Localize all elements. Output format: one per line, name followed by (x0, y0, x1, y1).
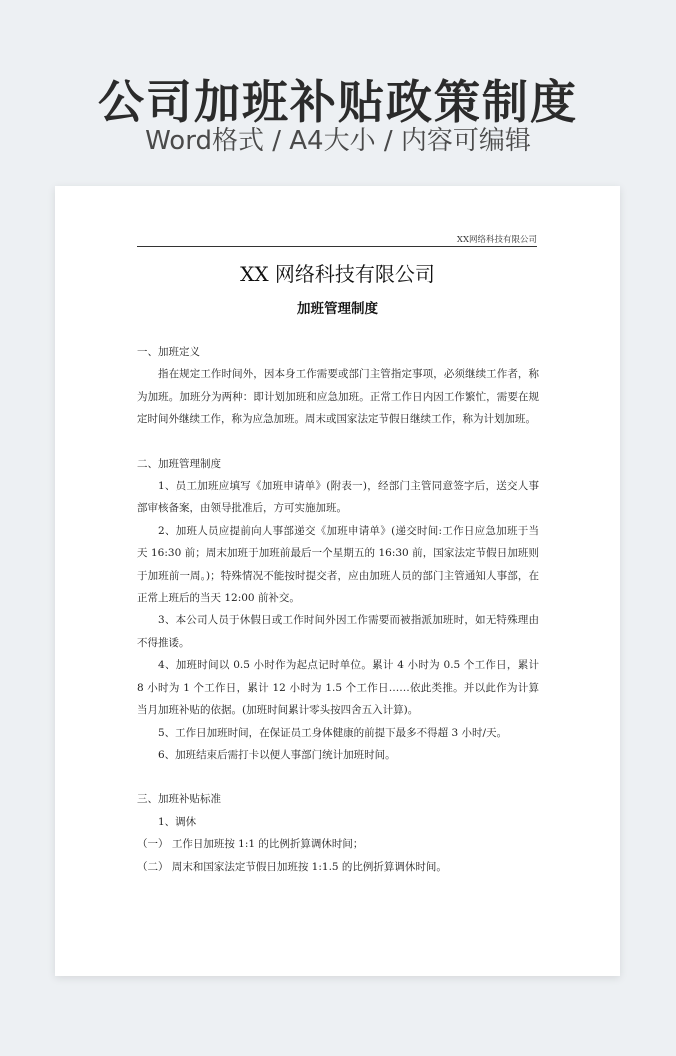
list-item: 5、工作日加班时间，在保证员工身体健康的前提下最多不得超 3 小时/天。 (158, 726, 508, 739)
document-title: 加班管理制度 (297, 301, 378, 317)
running-header: XX网络科技有限公司 (456, 235, 537, 245)
list-item: 1、员工加班应填写《加班申请单》(附表一)，经部门主管同意签字后，送交人事部审核备案，由领导批准后，方可实施加班。 (137, 480, 539, 515)
list-item: 3、本公司人员于休假日或工作时间外因工作需要而被指派加班时，如无特殊理由不得推诿。 (137, 614, 539, 649)
sub-heading: 1、调休 (158, 815, 197, 828)
list-item: 4、加班时间以 0.5 小时作为起点记时单位。累计 4 小时为 0.5 个工作日，累计 8 小时为 1 个工作日，累计 12 小时为 1.5 个工作日……依此类推。并以此作为计算当月加班补贴的依据。(加班时间累计零头按四舍五入计算)。 (137, 659, 539, 717)
paragraph: 指在规定工作时间外，因本身工作需要或部门主管指定事项，必须继续工作者，称为加班。加班分为两种：即计划加班和应急加班。正常工作日内因工作繁忙，需要在规定时间外继续工作，称为应急加班。周末或国家法定节假日继续工作，称为计划加班。 (137, 368, 539, 426)
section-heading: 三、加班补贴标准 (137, 793, 221, 806)
header-rule (137, 246, 537, 247)
list-item: （二） 周末和国家法定节假日加班按 1:1.5 的比例折算调休时间。 (137, 860, 447, 873)
document-body (137, 341, 539, 878)
section-heading: 一、加班定义 (137, 346, 200, 358)
list-item: （一） 工作日加班按 1:1 的比例折算调休时间； (137, 838, 364, 851)
company-name: XX 网络科技有限公司 (240, 262, 435, 286)
document-page (55, 186, 620, 976)
section-heading: 二、加班管理制度 (137, 457, 221, 470)
list-item: 2、加班人员应提前向人事部递交《加班申请单》(递交时间:工作日应急加班于当天 16:30 前；周末加班于加班前最后一个星期五的 16:30 前，国家法定节假日加班则于加班前一周。)；特殊情况不能按时提交者，应由加班人员的部门主管通知人事部，在正常上班后的当天 12:00 前补交。 (137, 524, 539, 605)
banner-subtitle: Word格式 / A4大小 / 内容可编辑 (145, 126, 531, 156)
banner-title: 公司加班补贴政策制度 (98, 75, 578, 129)
list-item: 6、加班结束后需打卡以便人事部门统计加班时间。 (158, 748, 396, 761)
